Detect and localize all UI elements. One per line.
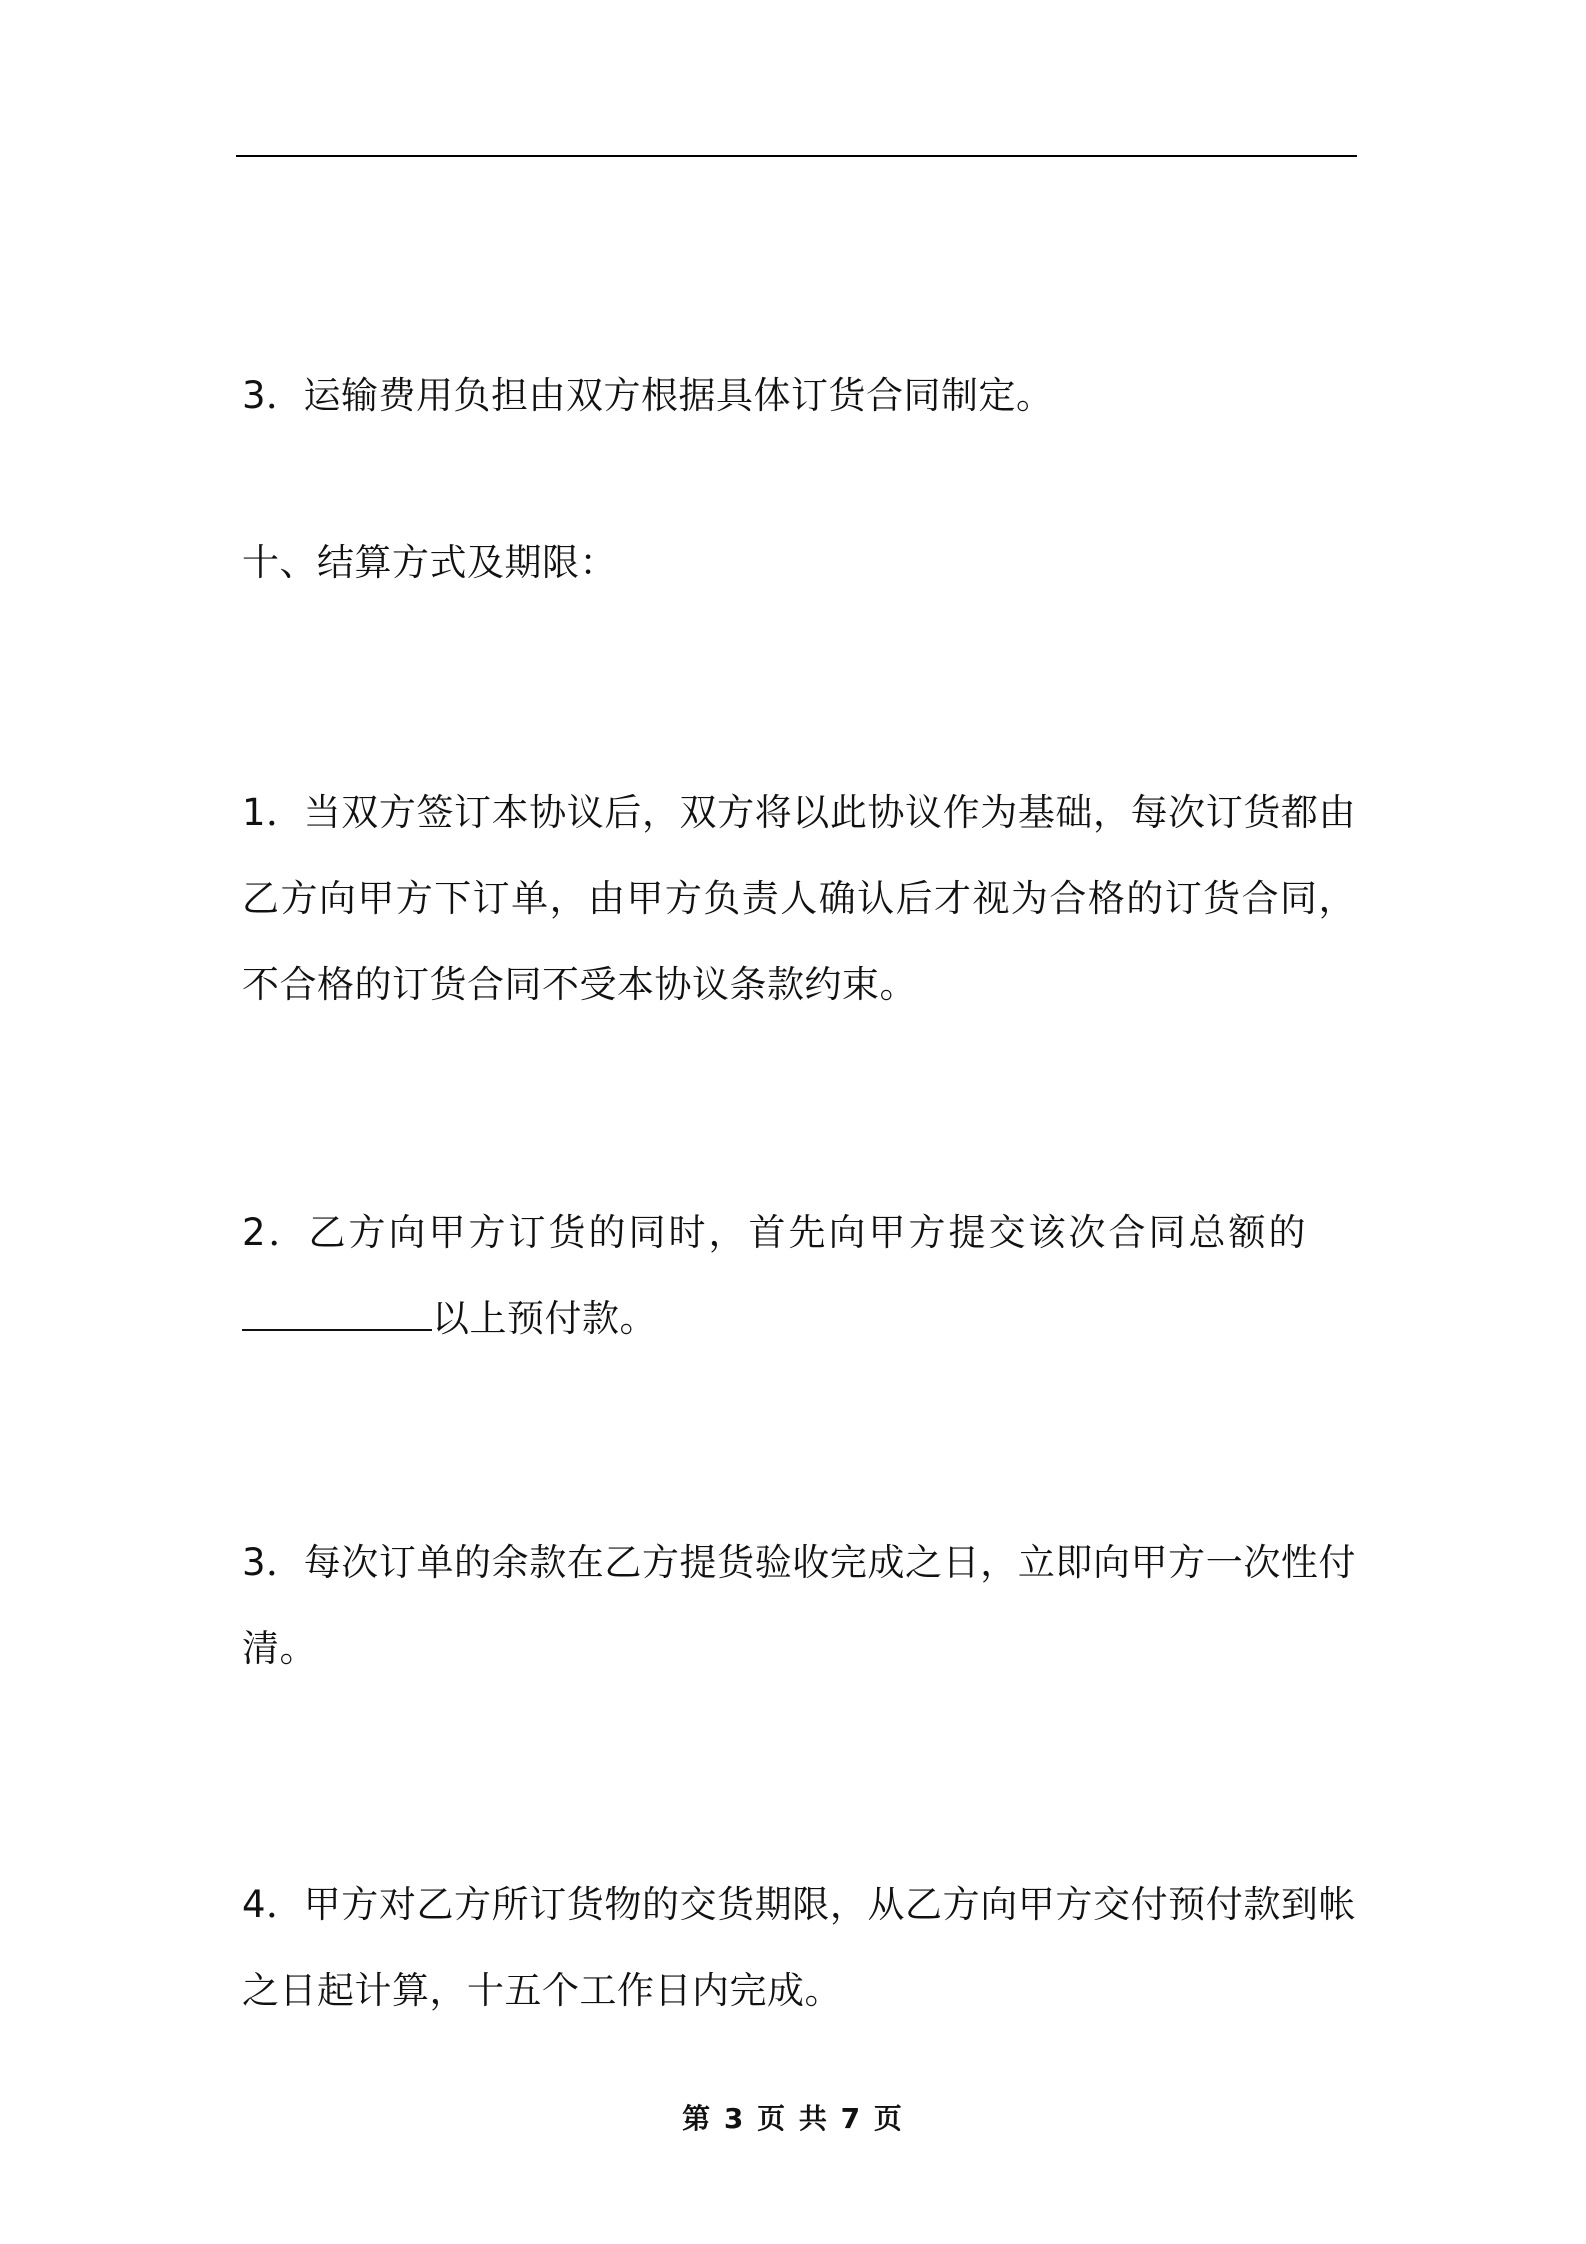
paragraph-order-confirmation: 1．当双方签订本协议后，双方将以此协议作为基础，每次订货都由乙方向甲方下订单，由甲方负责人确认后才视为合格的订货合同，不合格的订货合同不受本协议条款约束。 xyxy=(242,791,1356,1006)
paragraph-transport-cost: 3．运输费用负担由双方根据具体订货合同制定。 xyxy=(242,374,1054,417)
page-number: 第 3 页 共 7 页 xyxy=(682,2102,904,2135)
paragraph-prepayment-line1: 2．乙方向甲方订货的同时，首先向甲方提交该次合同总额的 xyxy=(242,1211,1309,1254)
fill-in-blank[interactable] xyxy=(242,1299,432,1331)
paragraph-balance-payment: 3．每次订单的余款在乙方提货验收完成之日，立即向甲方一次性付清。 xyxy=(242,1541,1356,1670)
paragraph-prepayment-line2 xyxy=(242,1276,1356,1362)
prepayment-text: 以上预付款。 xyxy=(432,1297,657,1340)
header-rule xyxy=(236,155,1357,157)
paragraph-delivery-deadline: 4．甲方对乙方所订货物的交货期限，从乙方向甲方交付预付款到帐之日起计算，十五个工作日内完成。 xyxy=(242,1883,1356,2012)
section-heading-settlement: 十、结算方式及期限： xyxy=(242,541,617,584)
